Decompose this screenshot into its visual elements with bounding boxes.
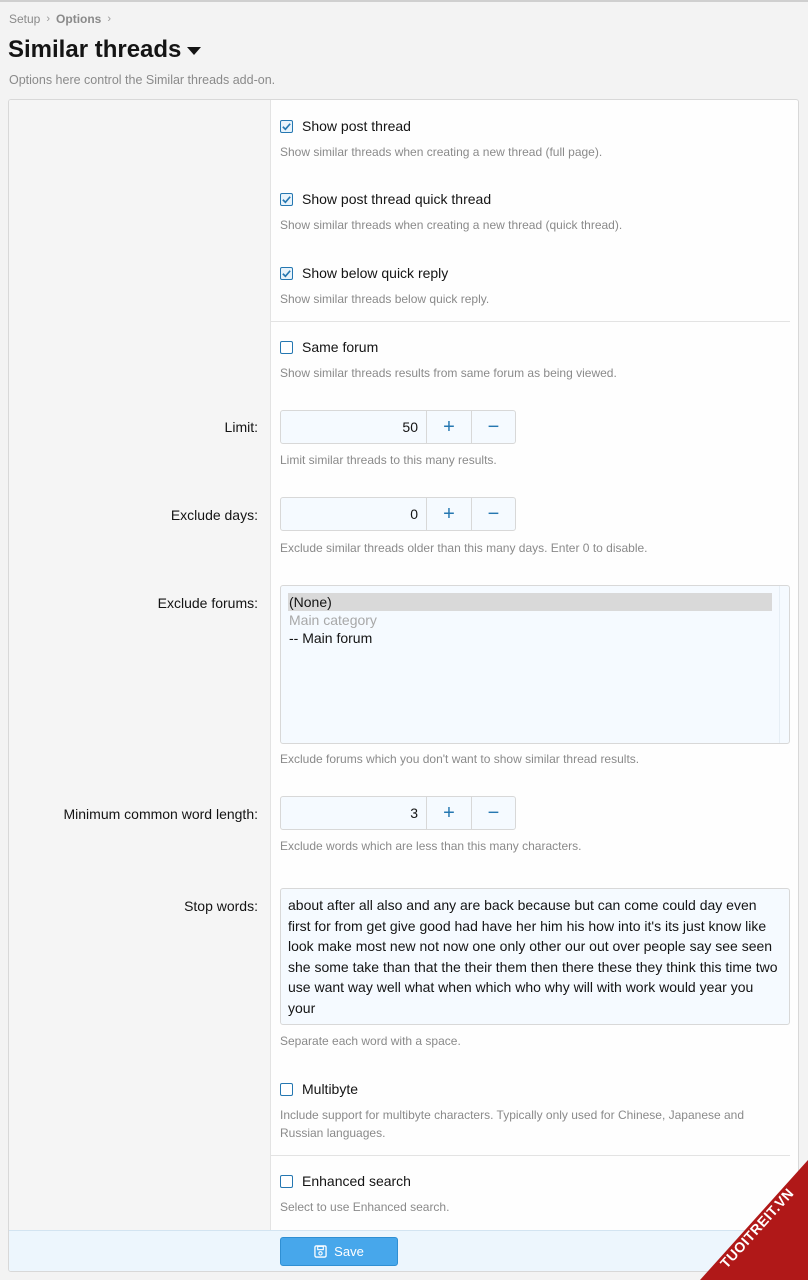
save-icon: [314, 1245, 327, 1258]
breadcrumb: [9, 12, 117, 26]
show-post-thread-option[interactable]: [280, 118, 411, 134]
breadcrumb-setup[interactable]: Setup: [9, 12, 41, 26]
caret-down-icon[interactable]: [187, 47, 201, 55]
show-below-quick-reply-hint: Show similar threads below quick reply.: [280, 292, 490, 306]
min-word-length-decrement-button[interactable]: −: [471, 797, 515, 829]
exclude-days-label: Exclude days:: [170, 507, 258, 523]
exclude-days-input[interactable]: 0: [281, 498, 427, 530]
section-divider: [271, 321, 790, 322]
show-post-thread-quick-hint: Show similar threads when creating a new thread (quick thread).: [280, 218, 623, 232]
limit-increment-button[interactable]: +: [443, 415, 455, 438]
limit-stepper: [280, 410, 516, 444]
stop-words-label: Stop words:: [184, 898, 258, 914]
forum-option-main-category: Main category: [289, 612, 377, 628]
show-post-thread-quick-checkbox[interactable]: [280, 193, 293, 206]
check-icon: [281, 194, 292, 205]
label-column: [9, 100, 271, 1230]
min-word-length-stepper: [280, 796, 516, 830]
page-title-text: Similar threads: [8, 36, 182, 63]
section-divider: [271, 1155, 790, 1156]
multibyte-checkbox[interactable]: [280, 1083, 293, 1096]
min-word-length-input[interactable]: 3: [281, 797, 427, 829]
multibyte-hint: Include support for multibyte characters. Typically only used for Chinese, Japanese and Russian languages.: [280, 1108, 745, 1140]
watermark: [700, 1160, 808, 1280]
save-button-label: Save: [334, 1244, 364, 1259]
stop-words-textarea[interactable]: about after all also and any are back because but can come could day even first for from get give good had have her him his how into it's its just know like look make most new not now one only other our out over people say see seen she some take than that the their them then there these they think this time two use want way well what when which who why will with work would year you your: [280, 888, 790, 1025]
multibyte-option[interactable]: [280, 1081, 358, 1097]
exclude-forums-label: Exclude forums:: [157, 595, 258, 611]
stop-words-hint: Separate each word with a space.: [280, 1034, 461, 1048]
limit-label: Limit:: [224, 419, 258, 435]
same-forum-hint: Show similar threads results from same forum as being viewed.: [280, 366, 617, 380]
save-button[interactable]: [280, 1237, 398, 1266]
exclude-forums-hint: Exclude forums which you don't want to show similar thread results.: [280, 752, 640, 766]
watermark-text: TUOITREIT.VN: [716, 1184, 797, 1272]
exclude-days-decrement-button[interactable]: −: [471, 498, 515, 530]
enhanced-search-label[interactable]: Enhanced search: [302, 1173, 411, 1189]
forum-option-none[interactable]: (None): [288, 593, 772, 611]
same-forum-label[interactable]: Same forum: [302, 339, 379, 355]
show-post-thread-hint: Show similar threads when creating a new thread (full page).: [280, 145, 603, 159]
page-title[interactable]: [8, 36, 201, 64]
chevron-right-icon: ›: [107, 13, 112, 25]
min-word-length-label: Minimum common word length:: [63, 806, 258, 822]
same-forum-option[interactable]: [280, 339, 378, 355]
forum-option-main-forum[interactable]: -- Main forum: [289, 630, 373, 646]
min-word-length-increment-button[interactable]: +: [443, 801, 455, 824]
exclude-days-hint: Exclude similar threads older than this many days. Enter 0 to disable.: [280, 541, 648, 555]
options-form: [8, 99, 799, 1272]
enhanced-search-option[interactable]: [280, 1173, 411, 1189]
limit-decrement-button[interactable]: −: [471, 411, 515, 443]
breadcrumb-options[interactable]: Options: [56, 12, 102, 26]
enhanced-search-checkbox[interactable]: [280, 1175, 293, 1188]
form-footer: [9, 1230, 798, 1272]
show-post-thread-quick-option[interactable]: [280, 191, 491, 207]
exclude-days-increment-button[interactable]: +: [443, 502, 455, 525]
show-post-thread-quick-label[interactable]: Show post thread quick thread: [302, 191, 492, 207]
min-word-length-hint: Exclude words which are less than this many characters.: [280, 839, 582, 853]
page-description: Options here control the Similar threads add-on.: [9, 73, 276, 87]
multibyte-label[interactable]: Multibyte: [302, 1081, 359, 1097]
exclude-forums-scrollbar[interactable]: [779, 586, 789, 743]
show-post-thread-checkbox[interactable]: [280, 120, 293, 133]
show-below-quick-reply-label[interactable]: Show below quick reply: [302, 265, 449, 281]
exclude-forums-select[interactable]: [280, 585, 790, 744]
check-icon: [281, 268, 292, 279]
top-border: [0, 0, 808, 2]
show-below-quick-reply-checkbox[interactable]: [280, 267, 293, 280]
show-post-thread-label[interactable]: Show post thread: [302, 118, 411, 134]
check-icon: [281, 121, 292, 132]
limit-input[interactable]: 50: [281, 411, 427, 443]
exclude-days-stepper: [280, 497, 516, 531]
show-below-quick-reply-option[interactable]: [280, 265, 448, 281]
same-forum-checkbox[interactable]: [280, 341, 293, 354]
chevron-right-icon: ›: [46, 13, 51, 25]
enhanced-search-hint: Select to use Enhanced search.: [280, 1200, 450, 1214]
limit-hint: Limit similar threads to this many results.: [280, 453, 497, 467]
